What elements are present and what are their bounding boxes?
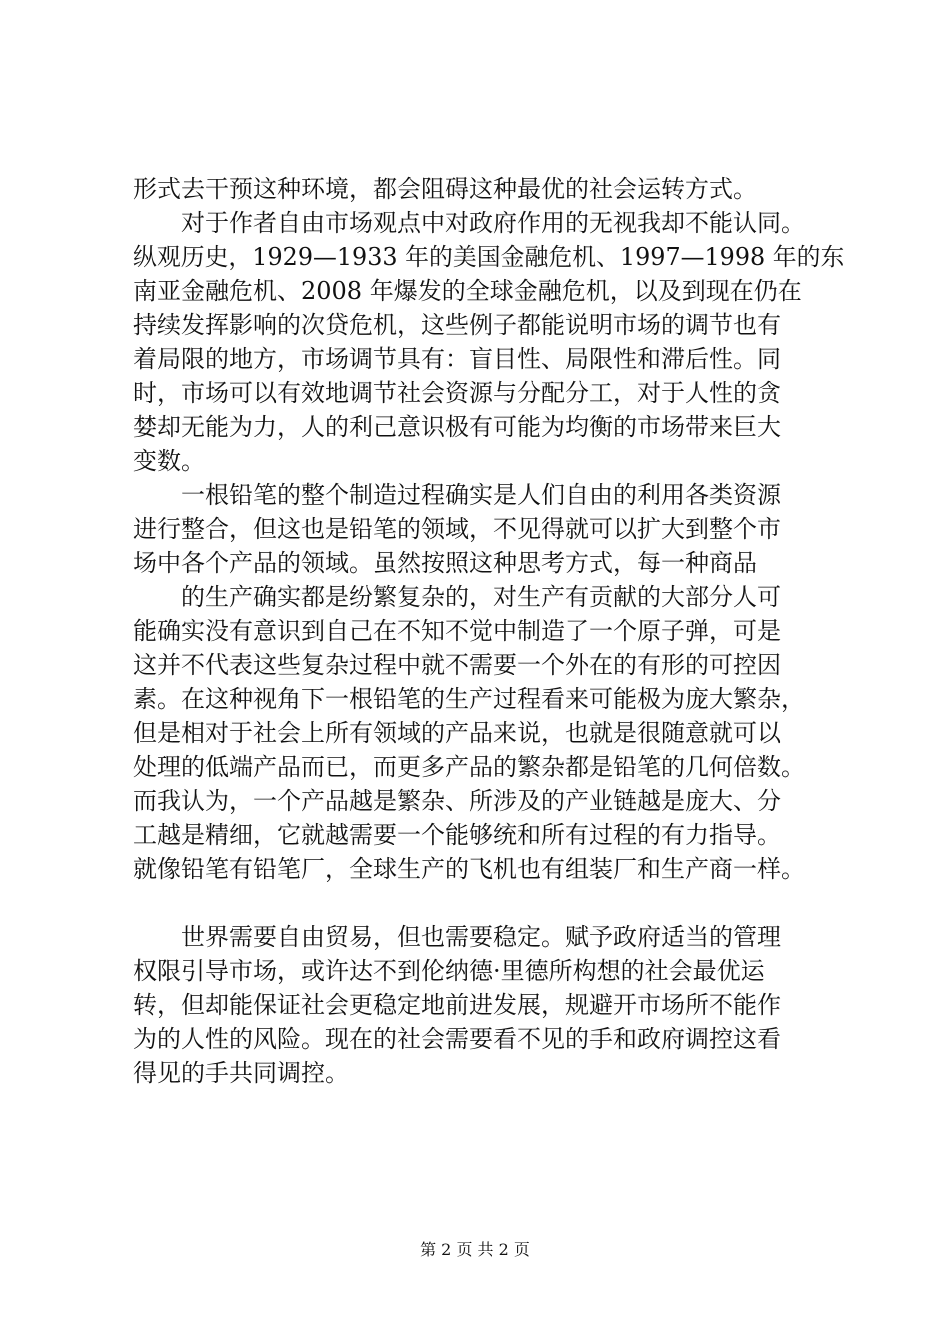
blank-line — [133, 886, 845, 920]
text-line: 这并不代表这些复杂过程中就不需要一个外在的有形的可控因 — [133, 651, 781, 679]
text-line: 的生产确实都是纷繁复杂的，对生产有贡献的大部分人可 — [181, 583, 781, 611]
text-line: 婪却无能为力，人的利己意识极有可能为均衡的市场带来巨大 — [133, 413, 781, 441]
text-line: 能确实没有意识到自己在不知不觉中制造了一个原子弹，可是 — [133, 617, 781, 645]
text-line: 世界需要自由贸易，但也需要稳定。赋予政府适当的管理 — [181, 923, 781, 951]
text-line: 形式去干预这种环境，都会阻碍这种最优的社会运转方式。 — [133, 175, 757, 203]
text-line: 处理的低端产品而已，而更多产品的繁杂都是铅笔的几何倍数。 — [133, 753, 805, 781]
text-line: 工越是精细，它就越需要一个能够统和所有过程的有力指导。 — [133, 821, 781, 849]
text-line: 着局限的地方，市场调节具有：盲目性、局限性和滞后性。同 — [133, 345, 781, 373]
text-line: 一根铅笔的整个制造过程确实是人们自由的利用各类资源 — [181, 481, 781, 509]
text-line: 南亚金融危机、2008 年爆发的全球金融危机，以及到现在仍在 — [133, 277, 802, 305]
text-line: 持续发挥影响的次贷危机，这些例子都能说明市场的调节也有 — [133, 311, 781, 339]
text-line: 转，但却能保证社会更稳定地前进发展，规避开市场所不能作 — [133, 991, 781, 1019]
text-line: 纵观历史，1929—1933 年的美国金融危机、1997—1998 年的东 — [133, 243, 845, 271]
text-line: 进行整合，但这也是铅笔的领域，不见得就可以扩大到整个市 — [133, 515, 781, 543]
text-line: 素。在这种视角下一根铅笔的生产过程看来可能极为庞大繁杂， — [133, 685, 805, 713]
page-footer: 第 2 页 共 2 页 — [420, 1240, 530, 1259]
text-line: 而我认为，一个产品越是繁杂、所涉及的产业链越是庞大、分 — [133, 787, 781, 815]
text-line: 场中各个产品的领域。虽然按照这种思考方式，每一种商品 — [133, 549, 757, 577]
text-line: 权限引导市场，或许达不到伦纳德·里德所构想的社会最优运 — [133, 957, 765, 985]
text-line: 时，市场可以有效地调节社会资源与分配分工，对于人性的贪 — [133, 379, 781, 407]
document-body — [133, 172, 845, 1090]
text-line: 就像铅笔有铅笔厂，全球生产的飞机也有组装厂和生产商一样。 — [133, 855, 805, 883]
text-line: 对于作者自由市场观点中对政府作用的无视我却不能认同。 — [181, 209, 805, 237]
text-line: 为的人性的风险。现在的社会需要看不见的手和政府调控这看 — [133, 1025, 781, 1053]
text-line: 得见的手共同调控。 — [133, 1059, 349, 1087]
text-line: 但是相对于社会上所有领域的产品来说，也就是很随意就可以 — [133, 719, 781, 747]
text-line: 变数。 — [133, 447, 205, 475]
